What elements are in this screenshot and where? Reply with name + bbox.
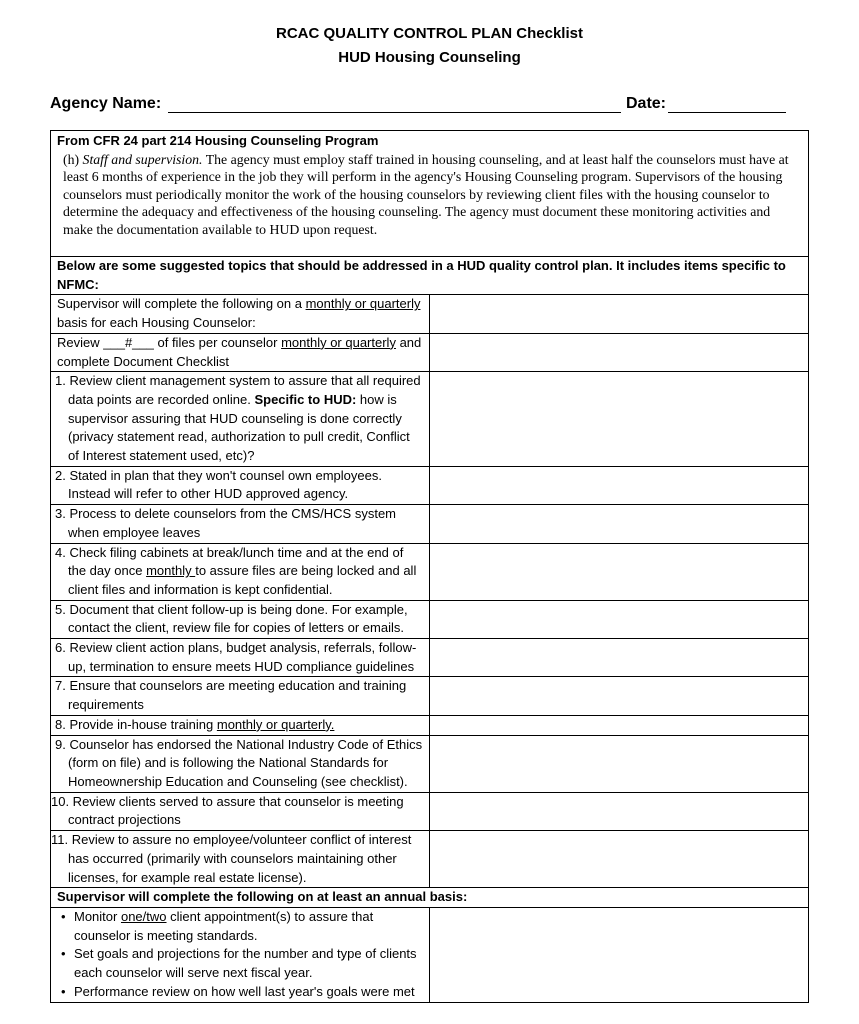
response-cell[interactable] [430,543,809,600]
checklist-item-9: 9. Counselor has endorsed the National Industry Code of Ethics (form on file) and is following the National Standards for Homeownership Education and Counseling (see checklist). [51,735,430,792]
table-row [51,792,809,830]
monthly-intro: Supervisor will complete the following on a monthly or quarterly basis for each Housing Counselor: [51,295,430,333]
checklist-item-10: 10. Review clients served to assure that counselor is meeting contract projections [51,792,430,830]
annual-items [51,907,430,1002]
response-cell[interactable] [430,677,809,715]
annual-bullet-3: • Performance review on how well last year's goals were met [74,983,423,1002]
checklist-item-11: 11. Review to assure no employee/volunteer conflict of interest has occurred (primarily with counselors maintaining other licenses, for example real estate license). [51,831,430,888]
response-cell[interactable] [430,639,809,677]
table-row [51,333,809,371]
table-row [51,295,809,333]
checklist-item-4: 4. Check filing cabinets at break/lunch time and at the end of the day once monthly to assure files are being locked and all client files and information is kept confidential. [51,543,430,600]
table-row [51,677,809,715]
annual-bullet-1: • Monitor one/two client appointment(s) to assure that counselor is meeting standards. [74,908,423,945]
response-cell[interactable] [430,372,809,467]
checklist-item-8: 8. Provide in-house training monthly or quarterly. [51,715,430,735]
table-row [51,505,809,543]
table-row [51,600,809,638]
response-cell[interactable] [430,295,809,333]
checklist-item-5: 5. Document that client follow-up is being done. For example, contact the client, review file for copies of letters or emails. [51,600,430,638]
annual-bullet-2: • Set goals and projections for the number and type of clients each counselor will serve next fiscal year. [74,945,423,982]
checklist-table [50,130,809,1003]
date-label: Date: [626,95,667,112]
table-row [51,831,809,888]
checklist-item-6: 6. Review client action plans, budget analysis, referrals, follow-up, termination to ensure meets HUD compliance guidelines [51,639,430,677]
response-cell[interactable] [430,505,809,543]
table-row [51,372,809,467]
annual-heading: Supervisor will complete the following on at least an annual basis: [51,888,809,908]
table-row [51,715,809,735]
cfr-cell [51,131,809,257]
annual-list [57,908,423,1002]
suggested-row [51,257,809,295]
table-row [51,543,809,600]
table-row [51,639,809,677]
cfr-row [51,131,809,257]
table-row [51,466,809,504]
cfr-heading: From CFR 24 part 214 Housing Counseling Program [57,133,379,148]
checklist-item-7: 7. Ensure that counselors are meeting education and training requirements [51,677,430,715]
response-cell[interactable] [430,831,809,888]
annual-heading-row [51,888,809,908]
checklist-item-1: 1. Review client management system to assure that all required data points are recorded online. Specific to HUD: how is supervisor assuring that HUD counseling is done correctly (privacy statement read, authorization to pull credit, Conflict of Interest statement used, etc)? [51,372,430,467]
cfr-body: The agency must employ staff trained in housing counseling, and at least half the counselors must have at least 6 months of experience in the job they will perform in the agency's Housing Counseling program. Supervisors of the housing counselors must periodically monitor the work of the housing counselors by reviewing client files with the housing counselor to determine the adequacy and effectiveness of the housing counseling. The agency must document these monitoring activities and make the documentation available to HUD upon request. [63,151,789,237]
response-cell[interactable] [430,333,809,371]
checklist-item-3: 3. Process to delete counselors from the CMS/HCS system when employee leaves [51,505,430,543]
cfr-prefix: (h) [63,151,83,167]
response-cell[interactable] [430,466,809,504]
table-row [51,735,809,792]
cfr-text [57,151,802,239]
date-field[interactable] [668,112,786,113]
table-row [51,907,809,1002]
response-cell[interactable] [430,600,809,638]
document-subtitle: HUD Housing Counseling [338,49,521,66]
document-title: RCAC QUALITY CONTROL PLAN Checklist [276,25,583,42]
cfr-italic: Staff and supervision. [82,151,203,167]
response-cell[interactable] [430,715,809,735]
review-files-item: Review ___#___ of files per counselor monthly or quarterly and complete Document Checklist [51,333,430,371]
agency-name-field[interactable] [168,112,621,113]
response-cell[interactable] [430,907,809,1002]
response-cell[interactable] [430,735,809,792]
suggested-heading: Below are some suggested topics that should be addressed in a HUD quality control plan. It includes items specific to NFMC: [51,257,809,295]
response-cell[interactable] [430,792,809,830]
agency-name-label: Agency Name: [50,95,162,112]
files-count-blank[interactable]: ___#___ [103,334,154,350]
agency-date-line [50,95,786,115]
checklist-item-2: 2. Stated in plan that they won't counsel own employees. Instead will refer to other HUD approved agency. [51,466,430,504]
